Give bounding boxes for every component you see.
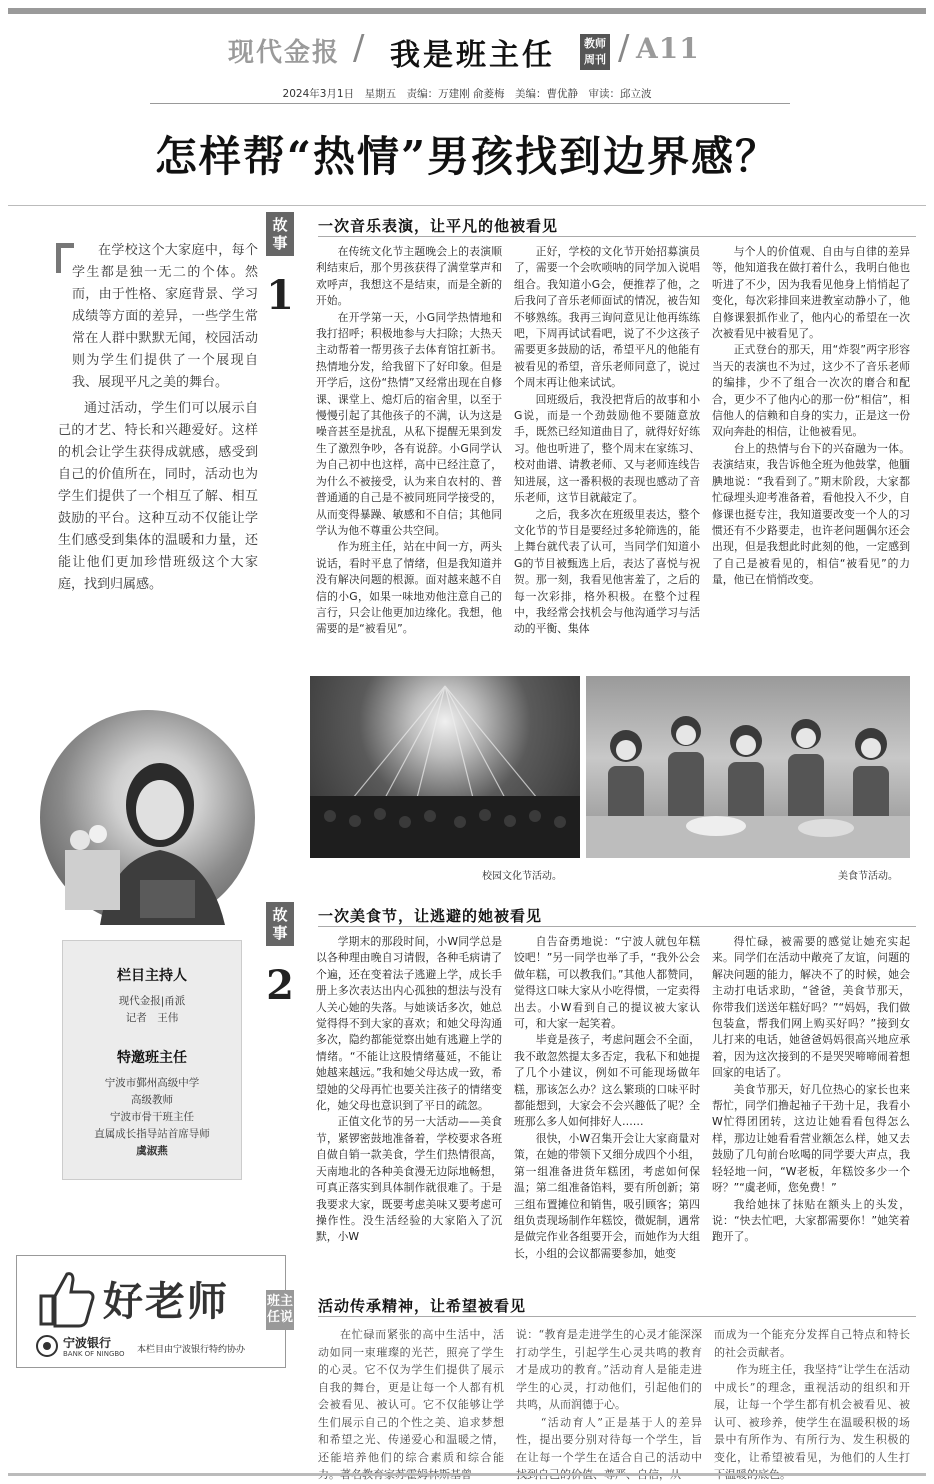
story-3-title: 活动传承精神，让希望被看见 [318,1297,527,1315]
paragraph: 自告奋勇地说：“宁波人就包年糕饺吧！”另一同学也举了手，“我外公会做年糕，可以教我们。”其他人都赞同，觉得这口味大家从小吃得惯，一定卖得出去。小W看到自己的提议被大家认可，和大家一起笑着。 [514,935,700,1031]
guest-role: 直属成长指导站首席导师 [94,1128,210,1140]
ad-title: 好老师 [103,1278,229,1325]
students-illustration [586,676,910,858]
guest-heading: 特邀班主任 [117,1050,187,1066]
section-badge: 教师周刊 [580,34,610,70]
paragraph: 我给她抹了抹贴在额头上的头发，说：“快去忙吧，大家都需要你！”她笑着跑开了。 [712,1197,910,1244]
paragraph: 美食节那天，好几位热心的家长也来帮忙，同学们撸起袖子干劲十足，我看小W忙得团团转，这边让她看看包得怎么样，那边让她看看营业额怎么样，她又去鼓励了几句前台吆喝的同学要大声点，我轻轻地一问，“W老板，年糕饺多少一个呀？”“虞老师，您免费！” [712,1082,910,1195]
headline-rule [8,205,926,206]
headline: 怎样帮“热情”男孩找到边界感？ [154,132,780,181]
story-2-column-1 [316,934,502,1264]
story-3-column-1: 在忙碌而紧张的高中生活中，活动如同一束璀璨的光芒，照亮了学生的心灵。它不仅为学生们提供了展示自我的舞台，更是让每一个人都有机会被看见、被认可。它不仅能够让学生们展示自己的个性之美、追求梦想和希望之光、传递爱心和温暖之情，还能培养他们的综合素质和综合能 [318,1328,504,1464]
story-1-column-2 [514,244,700,654]
sponsor-text: 本栏目由宁波银行特约协办 [137,1345,246,1355]
paper-name: 现代金报 [228,38,341,68]
paragraph: 得忙碌，被需要的感觉让她充实起来。同学们在活动中敞亮了友谊，问题的解决问题的能力，解决不了的时候，她会主动打电话求助，“爸爸，美食节那天，你带我们送送年糕好吗？”“妈妈，我们做包装盒，帮我们网上购买好吗？”接到女儿打来的电话，她爸爸妈妈很高兴地应承着，因为这次接到的不是哭哭啼啼闹着想回家的电话了。 [712,935,910,1080]
paragraph: 之后，我多次在班级里表达，整个文化节的节目是要经过多轮筛选的，能上舞台就代表了认可，当同学们知道小G的节目被甄选上后，表达了喜悦与祝贺。那一刻，我看见他害羞了，之后的每一次彩排，格外积极。在整个过程中，我经常会找机会与他沟通学习与活动的平衡、集体 [514,507,700,636]
thumbs-up-icon [35,1268,97,1328]
paragraph: 毕竟是孩子，考虑问题会不全面，我不敢忽然提太多否定，我私下和她提了几个小建议，例如不可能现场做年糕，那该怎么办？这么繁琐的口味平时都能想到，大家会不会兴趣低了呢？全班那么多人如何排好人…… [514,1033,700,1129]
host-name: 记者 王伟 [125,1012,179,1024]
top-rule [8,8,926,14]
bottom-rule [8,1473,926,1476]
story-3-column-2: 说：“教育是走进学生的心灵才能深深打动学生，引起学生心灵共鸣的教育才是成功的教育。”活动育人是能走进学生的心灵，打动他们，引起他们的共鸣，从而润德于心。 “活动育人”正是基于人的差异性，提出要分别对待每一个学生，旨在让每一个学生在适合自己的活动中 [516,1328,702,1464]
paragraph: 台上的热情与台下的兴奋融为一体。表演结束，我告诉他全班为他鼓掌，他腼腆地说：“我看到了。”期末阶段，大家都忙碌埋头迎考准备着，看他投入不少，自修课也挺专注，我知道要改变一个人的习惯还有不少路要走，也许老问题偶尔还会出现，但是我想此时此刻的他，一定感到了自己是被看见的，相信“被看见”的力量，他已在悄悄改变。 [712,441,910,587]
sponsor-ad [16,1255,286,1368]
masthead-divider: / [353,28,365,68]
paragraph: 正值文化节的另一大活动——美食节，紧锣密鼓地准备着，学校要求各班自做自销一款美食，学生们热情很高，天南地北的各种美食漫无边际地畅想，可真正落实到具体制作就很难了。于是我要求大家，既要考虑美味又要考虑可操作性。没生活经验的大家陷入了沉默，小W [316,1115,502,1244]
food-festival-photo [586,676,910,858]
bank-name-en: BANK OF NINGBO [63,1350,125,1358]
teacher-avatar [40,710,255,925]
paragraph: 学期末的那段时间，小W同学总是以各种理由晚自习请假，各种毛病请了个遍，还在变着法子逃避上学，成长手册上多次表达出内心孤独的想法与没有人关心她的失落。与她谈话多次，她总觉得得不到大家的喜欢；和她父母沟通多次，隐约都能觉察出她有逃避上学的情绪。“不能让这股情绪蔓延，不能让她越来越远。”我和她父母达成一致，希望她的父母再忙也要关注孩子的情绪变化，她父母也意识到了平日的疏忽。 [316,935,502,1113]
dateline: 2024年3月1日 星期五 责编：万建刚 俞菱梅 美编：曹优静 审读：邱立波 [282,88,652,100]
page-number: A11 [636,32,700,65]
story-3-tag: 班主任说 [266,1290,294,1330]
paragraph: 很快，小W召集开会让大家商量对策，在她的带领下又细分成四个小组，第一组准备进货年糕团，考虑如何保温；第二组准备馅料，要有所创新；第三组布置摊位和销售，吸引顾客；第四组负责现场制作年糕饺，微妮制，遇常是做完作业各组要开会，而她作为大组长，小组的会议都需要参加，她变 [514,1131,700,1260]
host-heading: 栏目主持人 [117,968,187,984]
story-1-number: 1 [266,272,294,319]
stage-lights-illustration [310,676,580,858]
food-photo-caption: 美食节活动。 [838,871,898,882]
guest-name: 虞淑燕 [136,1145,168,1157]
column-hosts-box [62,940,242,1180]
paragraph: 回班级后，我没把背后的故事和小G说，而是一个劲鼓励他不要随意放手，既然已经知道曲目了，就得好好练习。他也听进了，整个周末在家练习、校对曲谱、请教老师、又与老师连线告知进展，这一番积极的表现也感动了音乐老师，这节目就敲定了。 [514,392,700,505]
paragraph: 作为班主任，站在中间一方，两头说话，看时平息了情绪，但是我知道并没有解决问题的根源。面对越来越不自信的小G，如果一味地劝他注意自己的言行，只会让他更加边缘化。我想，他需要的是“被看见”。 [316,540,502,636]
culture-photo-caption: 校园文化节活动。 [482,871,562,882]
story-2-title: 一次美食节，让逃避的她被看见 [318,907,543,925]
portrait-illustration [40,710,255,925]
story-1-rule [318,236,916,237]
masthead-rule [150,103,790,104]
guest-honor: 宁波市骨干班主任 [110,1111,194,1123]
paragraph: 正好，学校的文化节开始招募演员了，需要一个会吹唢呐的同学加入说唱组合。我知道小G会，便推荐了他，之后我问了音乐老师面试的情况，被告知不够熟练。我再三询问意见让他再练练吧，下周再试试看吧，说了不少这孩子需要更多鼓励的话，希望平凡的他能有被看见的希望，音乐老师同意了，说过个周末再让他来试试。 [514,245,700,390]
story-3-rule [318,1316,916,1317]
story-2-tag: 故事 [266,902,294,946]
masthead [0,22,934,78]
story-1-title: 一次音乐表演，让平凡的他被看见 [318,217,559,235]
paragraph: 正式登台的那天，用“炸裂”两字形容当天的表演也不为过，这少不了音乐老师的编排，少不了组合一次次的磨合和配合，更少不了他内心的那一份“相信”，相信他人的信赖和自身的实力，正是这一份双向奔赴的相信，让他被看见。 [712,343,910,439]
story-1-column-1 [316,244,502,654]
story-3-column-3: 而成为一个能充分发挥自己特点和特长的社会贡献者。 作为班主任，我坚持“让学生在活动中成长”的理念，重视活动的组织和开展，让每一个学生都有机会被看见、被认可、被珍养，使学生在温暖积极的场景中有所作为、有所行为、发生积极的变化，让希望被看见，为他们的人生打 [714,1328,910,1464]
paragraph: 与个人的价值观、自由与自律的差异等，他知道我在做打着什么，我明白他也听进了不少，因为我看见他身上悄悄起了变化，每次彩排回来进教室动静小了，他自修课狠抓作业了，他内心的希望在一次次被看见中被看见了。 [712,245,910,341]
paragraph: 在开学第一天，小G同学热情地和我打招呼；积极地参与大扫除；大热天主动帮着一帮男孩子去体育馆扛新书。热情地分发，给我留下了好印象。但是开学后，这份“热情”又经常出现在自修课、课堂上、熄灯后的宿舍里，以至于慢慢引起了其他孩子的不满，认为这是噪音甚至是扰乱，从私下提醒无果到发生了激烈争吵，各有说辞。小G同学认为自己初中也这样，高中已经注意了，为什么不被接受，认为来自农村的、普普通通的自己是不被同班同学接受的，从而变得暴躁、敏感和不自信；其他同学认为他不尊重公共空间。 [316,310,502,537]
story-2-rule [318,926,916,927]
story-1-tag: 故事 [266,212,294,256]
intro-text [58,240,258,600]
host-affiliation: 现代金报|甬派 [118,995,186,1007]
bank-logo-icon [35,1334,59,1358]
intro-paragraph: 在学校这个大家庭中，每个学生都是独一无二的个体。然而，由于性格、家庭背景、学习成绩等方面的差异，一些学生常常在人群中默默无闻，校园活动则为学生们提供了一个展现自我、展现平凡之美的舞台。 [72,243,258,390]
intro-paragraph: 通过活动，学生们可以展示自己的才艺、特长和兴趣爱好。这样的机会让学生获得成就感，感受到自己的价值所在，同时，活动也为学生们提供了一个相互了解、相互鼓励的平台。这种互动不仅能让学生们感受到集体的温暖和力量，还能让他们更加珍惜班级这个大家庭，找到归属感。 [58,401,258,592]
story-2-number: 2 [266,962,294,1009]
section-title: 我是班主任 [390,38,555,73]
story-2-column-2 [514,934,700,1264]
story-1-column-3 [712,244,910,654]
paragraph: 在传统文化节主题晚会上的表演顺利结束后，那个男孩获得了满堂掌声和欢呼声，我想这不是结束，而是全新的开始。 [316,245,502,308]
bank-name: 宁波银行 [63,1336,112,1350]
culture-festival-photo [310,676,580,858]
guest-title: 高级教师 [131,1094,173,1106]
guest-school: 宁波市鄞州高级中学 [104,1077,200,1089]
story-2-column-3 [712,934,910,1264]
masthead-divider-2: / [618,28,630,68]
